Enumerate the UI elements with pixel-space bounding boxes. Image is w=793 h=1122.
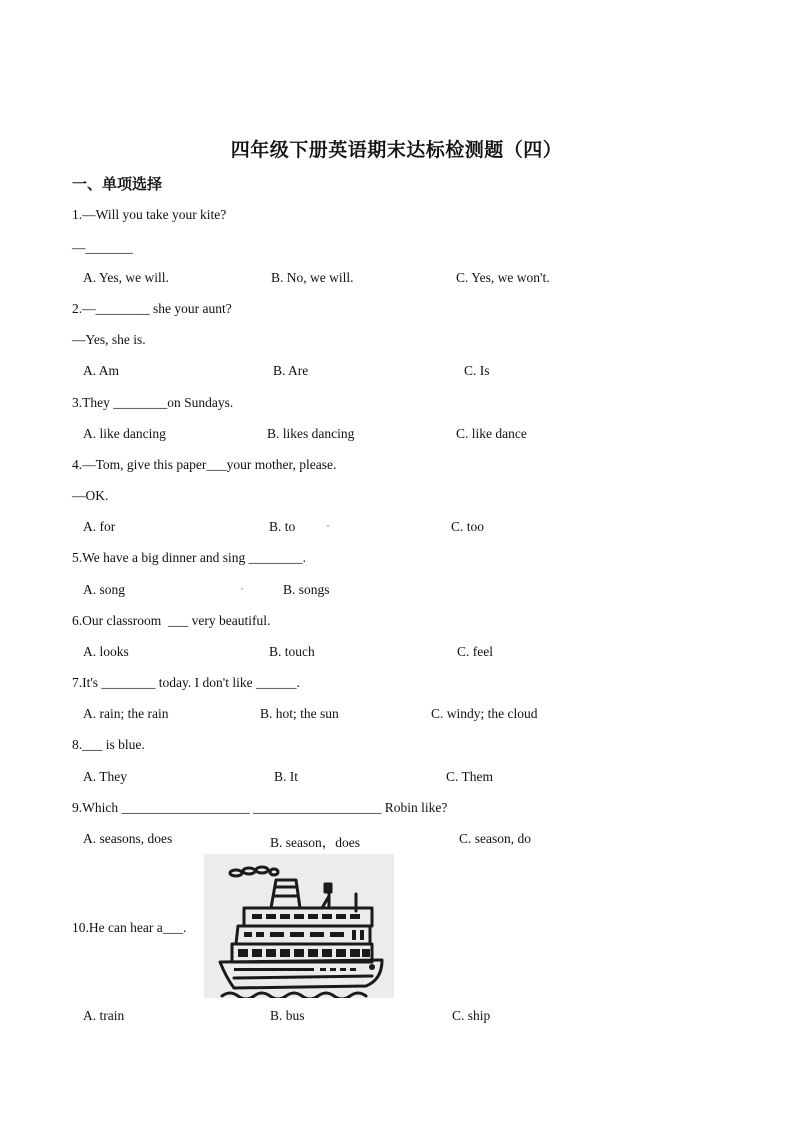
question-7-option-a: A. rain; the rain	[83, 706, 169, 721]
question-10-option-b: B. bus	[270, 1008, 305, 1023]
document-title: 四年级下册英语期末达标检测题（四）	[230, 139, 563, 161]
question-2-option-c: C. Is	[464, 363, 490, 378]
question-3-option-b: B. likes dancing	[267, 426, 355, 441]
question-7-option-c: C. windy; the cloud	[431, 706, 538, 721]
question-4-answer-line: —OK.	[72, 488, 109, 503]
question-2-answer-line: —Yes, she is.	[72, 332, 146, 347]
question-3-option-c: C. like dance	[456, 426, 527, 441]
question-8-text: 8.___ is blue.	[72, 737, 145, 752]
question-4-option-b: B. to	[269, 519, 296, 534]
question-10-option-c: C. ship	[452, 1008, 491, 1023]
question-4-option-c: C. too	[451, 519, 485, 534]
question-10-option-a: A. train	[83, 1008, 125, 1023]
question-8-option-a: A. They	[83, 769, 127, 784]
question-1-option-b: B. No, we will.	[271, 270, 354, 285]
question-6-text: 6.Our classroom ___ very beautiful.	[72, 613, 271, 628]
question-3-option-a: A. like dancing	[83, 426, 166, 441]
question-7-option-b: B. hot; the sun	[260, 706, 339, 721]
question-8-option-c: C. Them	[446, 769, 493, 784]
question-1-text: 1.—Will you take your kite?	[72, 207, 227, 222]
question-9-text: 9.Which ___________________ ___________________ Robin like?	[72, 800, 448, 815]
question-4-text: 4.—Tom, give this paper___your mother, please.	[72, 457, 337, 472]
question-9-option-a: A. seasons, does	[83, 831, 173, 846]
ship-illustration	[204, 854, 394, 998]
question-4-option-a: A. for	[83, 519, 116, 534]
question-9-option-c: C. season, do	[459, 831, 531, 846]
question-10-text: 10.He can hear a___.	[72, 920, 187, 935]
question-9-option-b: B. season，does	[270, 835, 360, 850]
stray-dot	[327, 525, 329, 527]
question-8-option-b: B. It	[274, 769, 299, 784]
question-2-text: 2.—________ she your aunt?	[72, 301, 232, 316]
question-6-option-a: A. looks	[83, 644, 129, 659]
ship-icon	[204, 854, 394, 998]
section-heading: 一、单项选择	[72, 175, 163, 193]
stray-dot	[241, 588, 243, 590]
question-1-option-a: A. Yes, we will.	[83, 270, 169, 285]
question-2-option-b: B. Are	[273, 363, 309, 378]
question-5-option-b: B. songs	[283, 582, 330, 597]
question-5-option-a: A. song	[83, 582, 126, 597]
question-1-answer-line: —_______	[72, 240, 133, 255]
question-5-text: 5.We have a big dinner and sing ________.	[72, 550, 306, 565]
question-2-option-a: A. Am	[83, 363, 120, 378]
question-1-option-c: C. Yes, we won't.	[456, 270, 550, 285]
question-7-text: 7.It's ________ today. I don't like ______.	[72, 675, 300, 690]
question-6-option-b: B. touch	[269, 644, 315, 659]
question-6-option-c: C. feel	[457, 644, 493, 659]
question-3-text: 3.They ________on Sundays.	[72, 395, 234, 410]
